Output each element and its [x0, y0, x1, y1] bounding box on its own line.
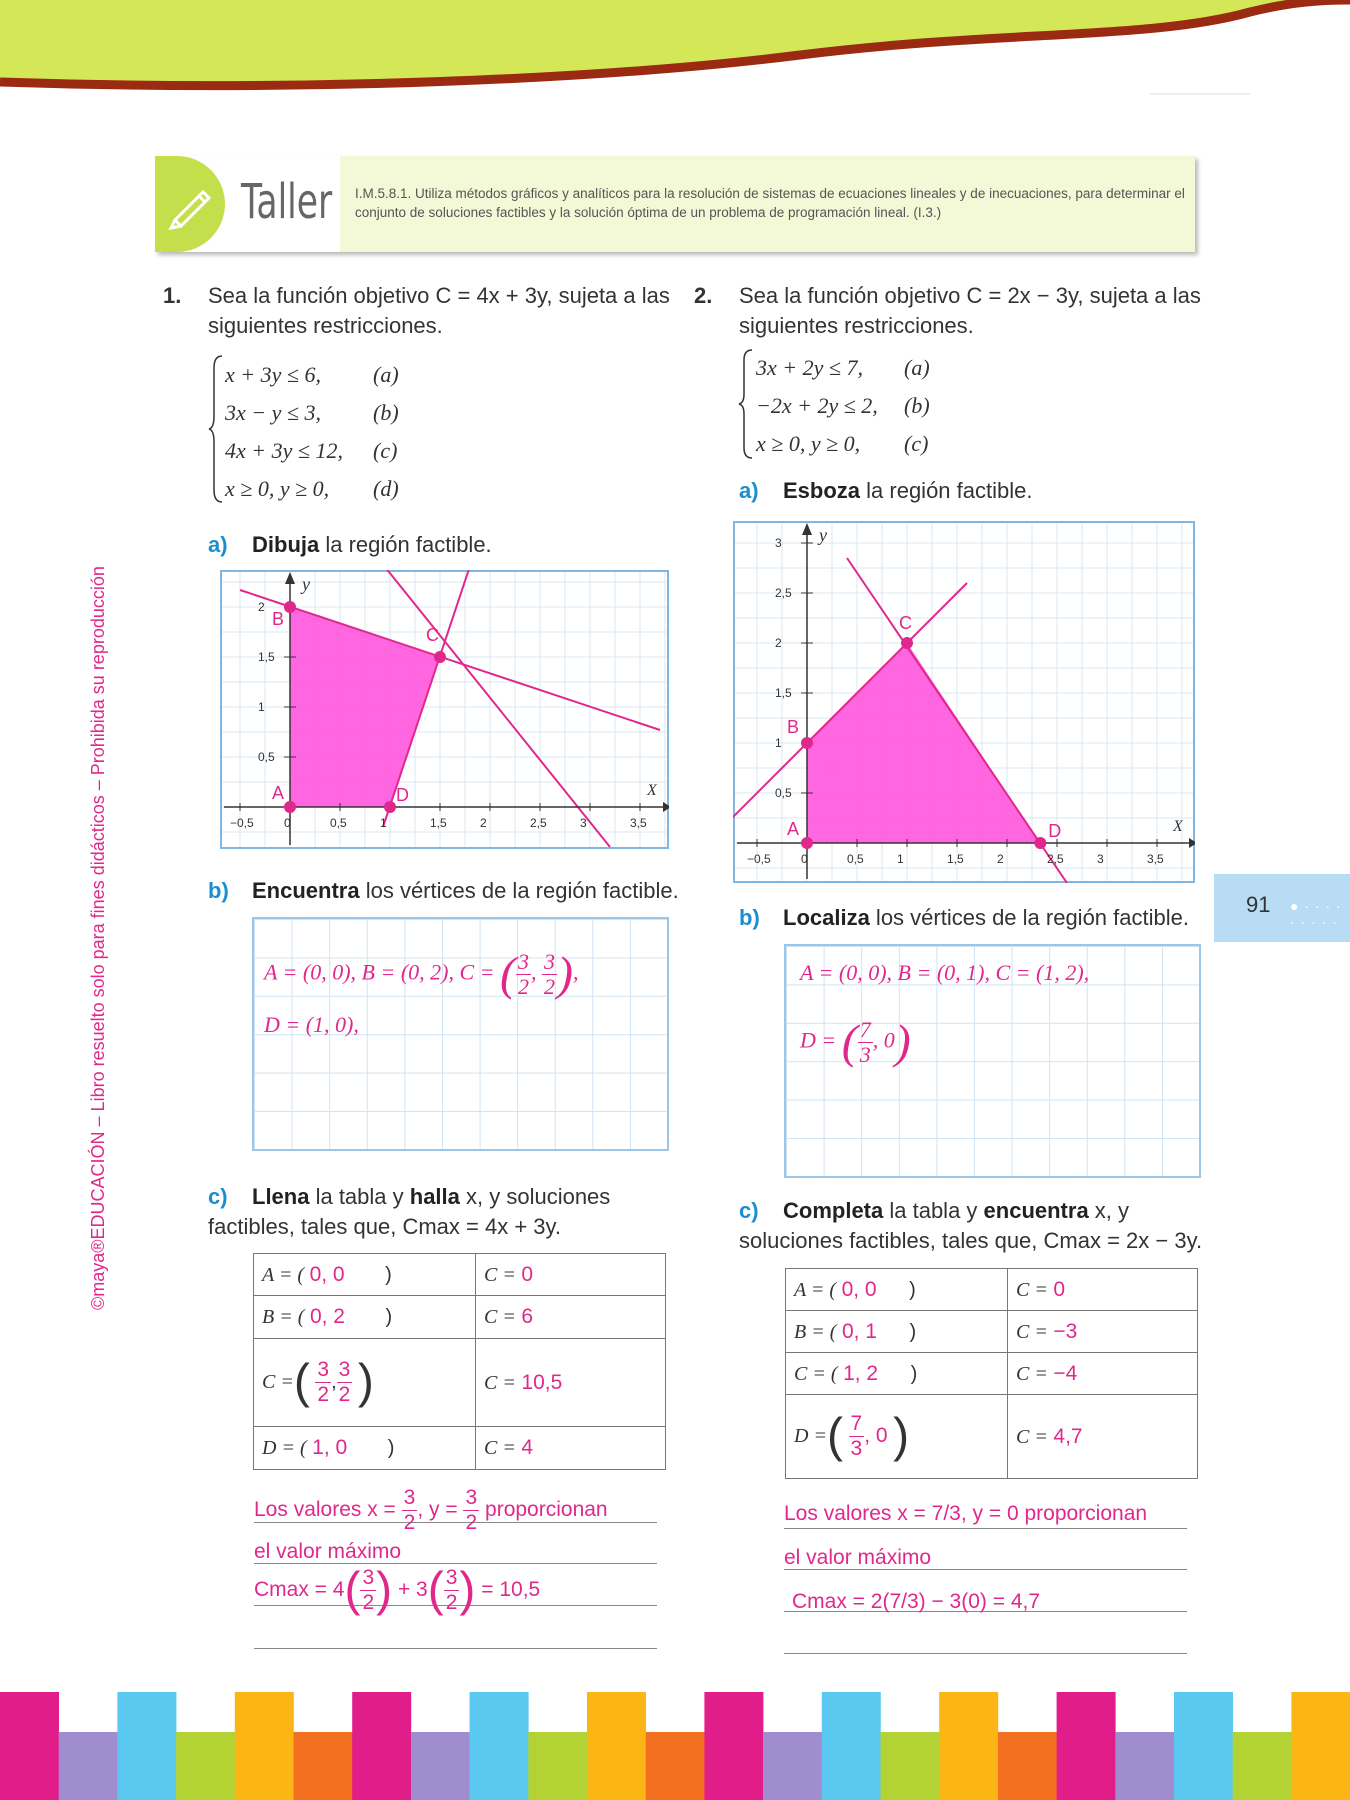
bar-block — [998, 1732, 1057, 1800]
bar-block — [1057, 1692, 1116, 1800]
taller-header — [155, 156, 1195, 252]
vertex-cell: D =( $\frac{7}{3}$ , 0 ) — [786, 1395, 1008, 1479]
bar-block — [881, 1732, 940, 1800]
ex1-number: 1. — [163, 283, 182, 308]
vertex-label-A: A — [787, 819, 800, 839]
x-tick-label: 3 — [1097, 852, 1104, 866]
ex2-number: 2. — [694, 283, 713, 308]
ex2-constraint-c: x ≥ 0, y ≥ 0, (c) — [756, 431, 929, 456]
table-row — [786, 1269, 1198, 1311]
bar-block — [528, 1732, 587, 1800]
ex2-brace — [738, 348, 754, 460]
bar-block — [0, 1692, 59, 1800]
x-tick-label: −0,5 — [230, 816, 254, 830]
bar-block — [117, 1692, 176, 1800]
bar-block — [939, 1692, 998, 1800]
ex2-constraint-b: −2x + 2y ≤ 2, (b) — [756, 393, 930, 418]
y-tick-label: 1 — [775, 736, 782, 750]
frac: $\frac{7}{3}$ — [859, 1017, 871, 1067]
vertex-label-D: D — [396, 785, 409, 805]
bar-block — [1233, 1732, 1292, 1800]
value-cell: C = 0 — [1008, 1269, 1198, 1311]
value-cell: C = 4 — [476, 1427, 666, 1470]
vertex-cell: C = ( 1, 2 ) — [786, 1353, 1008, 1395]
graph2 — [733, 521, 1195, 883]
vertex-point-C — [901, 637, 913, 649]
x-tick-label: 2,5 — [530, 816, 547, 830]
vertex-point-B — [801, 737, 813, 749]
graph1 — [220, 570, 669, 849]
vertex-label-D: D — [1048, 821, 1062, 841]
taller-title: Taller — [241, 174, 333, 230]
ex1-conclusion-3: Cmax = 4( $\frac{3}{2}$ ) + 3( $\frac{3}{2}$ ) = 10,5 — [254, 1563, 541, 1617]
ex2-answer-line-4 — [784, 1653, 1187, 1654]
vertex-label-C: C — [426, 625, 439, 645]
ex2-intro: Sea la función objetivo C = 2x − 3y, sujeta a las siguientes restricciones. — [739, 283, 1201, 338]
y-axis-label: y — [819, 525, 827, 545]
vertex-label-B: B — [787, 717, 800, 737]
x-tick-label: 1 — [380, 816, 387, 830]
x-tick-label: 2 — [480, 816, 487, 830]
table-row — [786, 1395, 1198, 1479]
bar-block — [1291, 1692, 1350, 1800]
value-cell: C = 0 — [476, 1254, 666, 1296]
table-row — [254, 1296, 666, 1339]
x-tick-label: 0,5 — [847, 852, 864, 866]
vertex-cell: A = ( 0, 0 ) — [254, 1254, 476, 1296]
vertex-label-C: C — [899, 613, 912, 633]
ex1-vertex-table — [253, 1253, 666, 1470]
ex2-conclusion-3: Cmax = 2(7/3) − 3(0) = 4,7 — [792, 1590, 1041, 1613]
x-tick-label: −0,5 — [747, 852, 771, 866]
frac: $\frac{3}{2}$ — [403, 1486, 416, 1534]
page-number-tab — [1214, 874, 1350, 942]
frac: $\frac{3}{2}$ — [445, 1566, 458, 1614]
ex2-b-answer-line2: D = ( $\frac{7}{3}$ , 0) — [800, 1015, 911, 1069]
ex2-constraint-a: 3x + 2y ≤ 7, (a) — [756, 355, 930, 380]
x-tick-label: 2 — [997, 852, 1004, 866]
ex1-conclusion-2: el valor máximo — [254, 1540, 402, 1563]
vertex-point-A — [284, 801, 296, 813]
y-tick-label: 1,5 — [258, 650, 275, 664]
value-cell: C = 10,5 — [476, 1339, 666, 1427]
ex2-c-instruction: c) Completa la tabla y encuentra x, y soluciones factibles, tales que, Cmax = 2x − 3y. — [739, 1198, 1203, 1253]
y-axis-label: y — [302, 574, 310, 594]
y-tick-label: 2,5 — [775, 586, 792, 600]
ex1-b-frac-y: $\frac{3}{2}$ — [543, 949, 555, 999]
ex1-constraint-c: 4x + 3y ≤ 12, (c) — [225, 438, 398, 463]
top-banner — [0, 0, 1350, 100]
copyright-sidebar: ©maya®EDUCACIÓN – Libro resuelto solo para fines didácticos – Prohibida su reproducción — [88, 566, 108, 1310]
x-tick-label: 3,5 — [1147, 852, 1164, 866]
bar-block — [1115, 1732, 1174, 1800]
x-tick-label: 1,5 — [430, 816, 447, 830]
ex2-conclusion-2: el valor máximo — [784, 1546, 932, 1569]
y-tick-label: 3 — [775, 536, 782, 550]
bar-block — [704, 1692, 763, 1800]
ex1-conclusion-1: Los valores x = $\frac{3}{2}$ , y = $\frac{3}{2}$ proporcionan — [254, 1486, 608, 1534]
vertex-label-A: A — [272, 783, 285, 803]
bar-block — [411, 1732, 470, 1800]
ex2-vertex-table — [785, 1268, 1198, 1479]
y-tick-label: 0,5 — [258, 750, 275, 764]
vertex-cell: A = ( 0, 0 ) — [786, 1269, 1008, 1311]
frac: $\frac{3}{2}$ — [338, 1358, 351, 1406]
bottom-color-bar — [0, 1692, 1350, 1800]
value-cell: C = 4,7 — [1008, 1395, 1198, 1479]
x-tick-label: 3,5 — [630, 816, 647, 830]
y-tick-label: 2 — [258, 600, 265, 614]
value-cell: C = −4 — [1008, 1353, 1198, 1395]
x-tick-label: 2,5 — [1047, 852, 1064, 866]
ex1-constraint-a: x + 3y ≤ 6, (a) — [225, 362, 399, 387]
vertex-point-C — [434, 651, 446, 663]
ex1-b-frac-x: $\frac{3}{2}$ — [517, 949, 529, 999]
frac: $\frac{3}{2}$ — [465, 1486, 478, 1534]
ex1-a-instruction: a) Dibuja la región factible. — [208, 532, 492, 557]
bar-block — [470, 1692, 529, 1800]
bar-block — [1174, 1692, 1233, 1800]
vertex-point-B — [284, 601, 296, 613]
bar-block — [59, 1732, 118, 1800]
x-axis-label: X — [1173, 818, 1183, 835]
value-cell: C = −3 — [1008, 1311, 1198, 1353]
bar-block — [176, 1732, 235, 1800]
vertex-point-A — [801, 837, 813, 849]
table-row — [786, 1353, 1198, 1395]
bar-block — [352, 1692, 411, 1800]
x-tick-label: 0 — [801, 852, 808, 866]
ex2-constraints — [756, 349, 930, 463]
frac: $\frac{7}{3}$ — [850, 1412, 863, 1460]
ex2-conclusion-1: Los valores x = 7/3, y = 0 proporcionan — [784, 1502, 1148, 1525]
y-tick-label: 2 — [775, 636, 782, 650]
paren-open: ( — [500, 947, 516, 1001]
vertex-label-B: B — [272, 609, 285, 629]
x-tick-label: 1 — [897, 852, 904, 866]
x-tick-label: 0 — [284, 816, 291, 830]
ex1-answer-line-4 — [254, 1648, 657, 1649]
ex2-answer-line-1 — [784, 1528, 1187, 1529]
vertex-cell: C =( $\frac{3}{2}$ , $\frac{3}{2}$ ) — [254, 1339, 476, 1427]
pencil-icon — [163, 176, 219, 232]
ex1-intro: Sea la función objetivo C = 4x + 3y, sujeta a las siguientes restricciones. — [208, 283, 670, 338]
value-cell: C = 6 — [476, 1296, 666, 1339]
vertex-cell: D = ( 1, 0 ) — [254, 1427, 476, 1470]
bar-block — [235, 1692, 294, 1800]
bar-block — [587, 1692, 646, 1800]
vertex-point-D — [1034, 837, 1046, 849]
ex1-constraint-d: x ≥ 0, y ≥ 0, (d) — [225, 476, 399, 501]
ex1-b-instruction: b) Encuentra los vértices de la región factible. — [208, 878, 679, 903]
table-row — [254, 1254, 666, 1296]
x-axis-label: X — [647, 782, 657, 799]
page-dots: ● · · · · · · · · · — [1290, 898, 1342, 930]
ex2-b-answer-line1: A = (0, 0), B = (0, 1), C = (1, 2), — [800, 960, 1090, 985]
y-tick-label: 0,5 — [775, 786, 792, 800]
ex1-c-instruction: c) Llena la tabla y halla x, y soluciones factibles, tales que, Cmax = 4x + 3y. — [208, 1184, 611, 1239]
x-tick-label: 3 — [580, 816, 587, 830]
bar-block — [822, 1692, 881, 1800]
bar-block — [763, 1732, 822, 1800]
vertex-cell: B = ( 0, 1 ) — [786, 1311, 1008, 1353]
vertex-point-D — [384, 801, 396, 813]
table-row — [786, 1311, 1198, 1353]
ex1-b-answer-line2: D = (1, 0), — [264, 1012, 359, 1037]
y-tick-label: 1 — [258, 700, 265, 714]
page-number: 91 — [1246, 892, 1271, 917]
paren-close: ) — [556, 947, 573, 1001]
bar-block — [294, 1732, 353, 1800]
vertex-cell: B = ( 0, 2 ) — [254, 1296, 476, 1339]
ex2-b-instruction: b) Localiza los vértices de la región factible. — [739, 905, 1189, 930]
standard-text: I.M.5.8.1. Utiliza métodos gráficos y analíticos para la resolución de sistemas de ecuaciones lineales y de inecuaciones, para determinar el conjunto de soluciones factibles y la solución óptima de un problema de programación lineal. (I.3.) — [355, 186, 1185, 220]
frac: $\frac{3}{2}$ — [362, 1566, 375, 1614]
ex1-brace — [208, 354, 224, 504]
table-row — [254, 1427, 666, 1470]
table-row — [254, 1339, 666, 1427]
y-tick-label: 1,5 — [775, 686, 792, 700]
x-tick-label: 0,5 — [330, 816, 347, 830]
bar-block — [646, 1732, 705, 1800]
ex1-b-answer-line1: A = (0, 0), B = (0, 2), C = ( $\frac{3}{2}$ , $\frac{3}{2}$ ), — [264, 947, 579, 1001]
x-tick-label: 1,5 — [947, 852, 964, 866]
ex2-a-instruction: a) Esboza la región factible. — [739, 478, 1033, 503]
frac: $\frac{3}{2}$ — [317, 1358, 330, 1406]
ex1-constraints — [225, 356, 399, 508]
ex1-constraint-b: 3x − y ≤ 3, (b) — [225, 400, 399, 425]
